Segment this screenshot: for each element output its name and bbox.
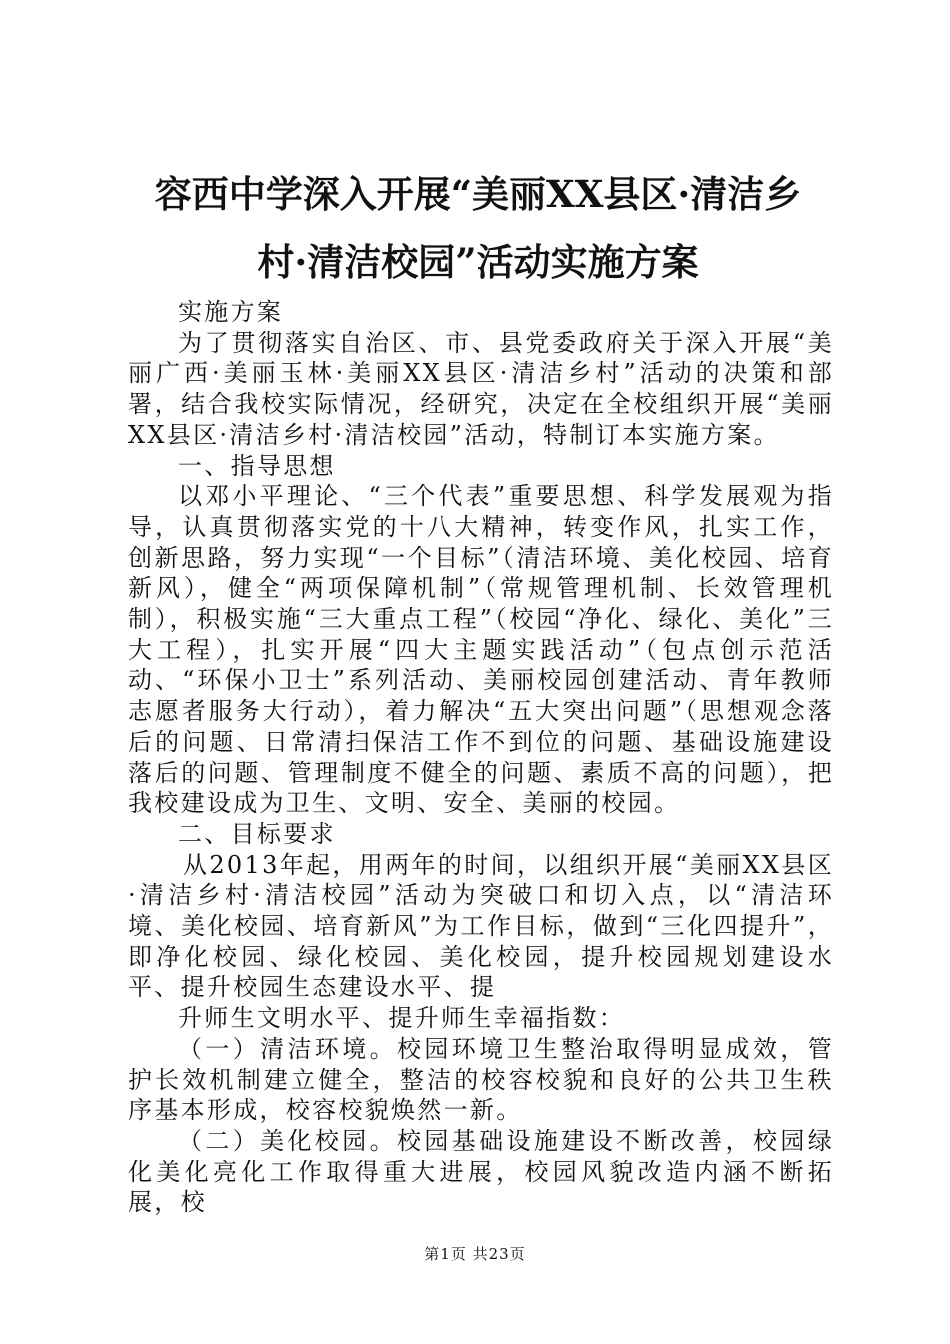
paragraph-goals: 从2013年起，用两年的时间，以组织开展“美丽XX县区·清洁乡村·清洁校园”活动为突破口和切入点，以“清洁环境、美化校园、培育新风”为工作目标，做到“三化四提升”，即净化校园、绿化校园、美化校园，提升校园规划建设水平、提升校园生态建设水平、提: [128, 850, 834, 1002]
section-heading-guiding-ideology: 一、指导思想: [178, 451, 336, 480]
page-number-footer: 第1页 共23页: [424, 1245, 526, 1263]
document-title: [128, 160, 828, 296]
section-heading-goals: 二、目标要求: [178, 819, 336, 848]
title-line-1: 容西中学深入开展“美丽XX县区·清洁乡: [154, 172, 802, 216]
paragraph-beautify-campus: （二）美化校园。校园基础设施建设不断改善，校园绿化美化亮化工作取得重大进展，校园风貌改造内涵不断拓展，校: [128, 1126, 834, 1217]
document-body: [128, 297, 834, 1218]
paragraph-guiding-ideology: 以邓小平理论、“三个代表”重要思想、科学发展观为指导，认真贯彻落实党的十八大精神，转变作风，扎实工作，创新思路，努力实现“一个目标”（清洁环境、美化校园、培育新风），健全“两项保障机制”（常规管理机制、长效管理机制），积极实施“三大重点工程”（校园“净化、绿化、美化”三大工程），扎实开展“四大主题实践活动”（包点创示范活动、“环保小卫士”系列活动、美丽校园创建活动、青年教师志愿者服务大行动），着力解决“五大突出问题”（思想观念落后的问题、日常清扫保洁工作不到位的问题、基础设施建设落后的问题、管理制度不健全的问题、素质不高的问题），把我校建设成为卫生、文明、安全、美丽的校园。: [128, 482, 834, 818]
paragraph-heading-plan: 实施方案: [178, 298, 284, 326]
paragraph-intro: 为了贯彻落实自治区、市、县党委政府关于深入开展“美丽广西·美丽玉林·美丽XX县区·清洁乡村”活动的决策和部署，结合我校实际情况，经研究，决定在全校组织开展“美丽XX县区·清洁乡村·清洁校园”活动，特制订本实施方案。: [128, 328, 834, 449]
paragraph-goals-continued: 升师生文明水平、提升师生幸福指数：: [178, 1004, 626, 1033]
paragraph-clean-environment: （一）清洁环境。校园环境卫生整治取得明显成效，管护长效机制建立健全，整洁的校容校貌和良好的公共卫生秩序基本形成，校容校貌焕然一新。: [128, 1034, 834, 1125]
title-line-2: 村·清洁校园”活动实施方案: [257, 240, 699, 284]
